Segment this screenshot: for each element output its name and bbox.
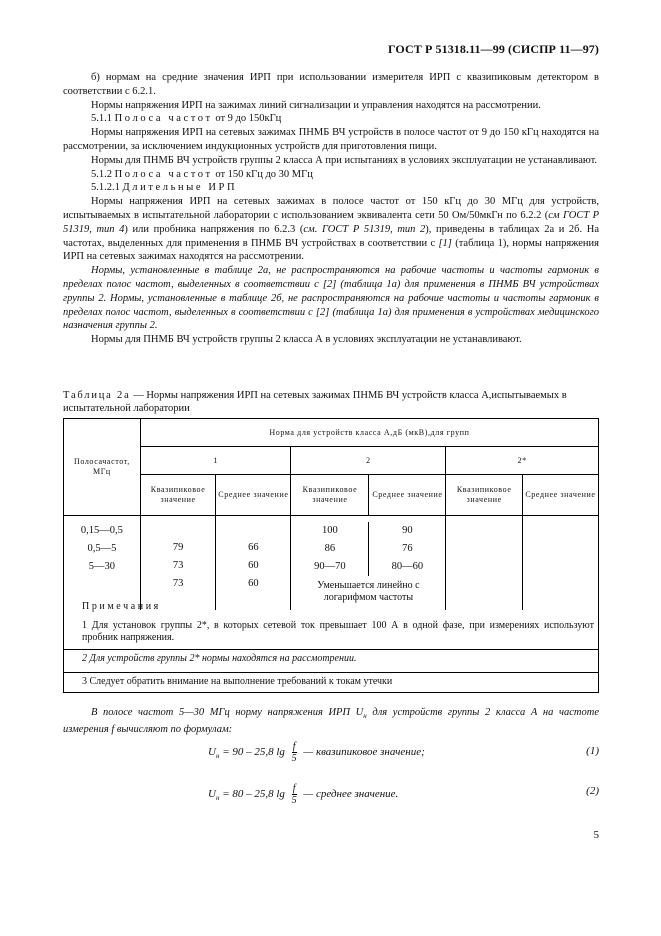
paragraph: Нормы напряжения ИРП на зажимах линий сигнализации и управления находятся на рассмотрении.	[91, 99, 541, 111]
reference-link: см. ГОСТ Р 51319, тип 2	[303, 223, 426, 235]
freq-header: Полосачастот, МГц	[64, 419, 141, 516]
text-run: Нормы напряжения ИРП на сетевых зажимах в полосе частот от 150 кГц до 30 МГц для устройств, испытываемых в испытательной лаборатории с использованием эквивалента сети 50 Ом/50мкГн по 6.2.2 (	[63, 196, 599, 221]
group-header: 1	[140, 447, 291, 475]
section-number: 5.1.2	[91, 168, 112, 180]
table-cell: 0,15—0,5 0,5—5 5—30	[64, 516, 141, 611]
decrease-note: Уменьшается линейно с логарифмом частоты	[317, 580, 420, 603]
text-run: ) или пробника напряжения по 6.2.3 (	[124, 223, 304, 235]
subheader: Среднее значение	[522, 475, 598, 516]
table-caption	[63, 389, 599, 415]
norms-table	[63, 418, 599, 610]
paragraph: б) нормам на средние значения ИРП при использовании измерителя ИРП с квазипиковым детектором в соответствии с 6.2.1.	[63, 72, 599, 97]
paragraph: Нормы для ПНМБ ВЧ устройств группы 2 класса А в условиях эксплуатации не устанавливают.	[91, 334, 522, 346]
note-item: 2 Для устройств группы 2* нормы находятся на рассмотрении.	[64, 649, 598, 669]
table-cell: 100 86 90—70 90 76 80—60 Уменьшается линейно с логарифмом частоты	[291, 516, 446, 611]
subheader: Квазипиковое значение	[291, 475, 369, 516]
section-heading	[63, 168, 599, 182]
subheader: Среднее значение	[369, 475, 446, 516]
norm-header: Норма для устройств класса А,дБ (мкВ),для групп	[140, 419, 598, 447]
text-run: (таблица 1), нормы напряжения ИРП на сетевых зажимах находятся на рассмотрении.	[63, 237, 599, 263]
document-header: ГОСТ Р 51318.11—99 (СИСПР 11—97)	[387, 42, 599, 56]
subheader: Среднее значение	[216, 475, 291, 516]
note-item: 3 Следует обратить внимание на выполнение требований к токам утечки	[64, 672, 598, 692]
text-run: ), приведены в таблицах 2а и 2б. На частотах, выделенных для применения в ПНМБ ВЧ устройствах в соответствии с	[63, 223, 599, 249]
section-number: 5.1.1	[91, 113, 112, 125]
subheader: Квазипиковое значение	[446, 475, 523, 516]
subheader: Квазипиковое значение	[140, 475, 216, 516]
group-header: 2	[291, 447, 446, 475]
formula-number: (2)	[586, 785, 599, 797]
section-title-spaced: Длительные ИРП	[122, 182, 238, 194]
group-header: 2*	[446, 447, 599, 475]
table-cell: 66 60 60	[216, 516, 291, 611]
formula-1: $U_н = 90 - 25,8$ lg $\frac{f}{5}$ — квазипиковое значение;	[208, 741, 425, 764]
table-cell: 79 73 73	[140, 516, 216, 611]
section-number: 5.1.2.1	[91, 182, 120, 194]
formula-intro: В полосе частот 5—30 МГц норму напряжения ИРП $U_н$ для устройств группы 2 класса А на частоте измерения f вычисляют по формулам:	[63, 707, 599, 736]
subsection-heading	[63, 181, 599, 195]
italic-paragraph: Нормы, установленные в таблице 2а, не распространяются на рабочие частоты и частоты гармоник в пределах полос частот, выделенных в соответствии с [2] (таблица 1а) для применения в ПНМБ ВЧ устройствах группы 2. Нормы, установленные в таблице 2б, не распространяются на рабочие частоты и частоты гармоник в пределах полос частот, выделенных в соответствии с [2] (таблица 1а) для применения в устройствах медицинского назначения группы 2.	[63, 265, 599, 332]
section-title-spaced: Полоса частот	[114, 168, 213, 180]
reference-link: см ГОСТ Р 51319, тип 4	[63, 209, 599, 235]
paragraph: Нормы напряжения ИРП на сетевых зажимах ПНМБ ВЧ устройств в полосе частот от 9 до 150 кГц находятся на рассмотрении, за исключением индукционных устройств для приготовления пищи.	[63, 127, 599, 152]
page-number: 5	[593, 829, 599, 841]
formula-number: (1)	[586, 745, 599, 757]
reference-link: [1]	[438, 237, 452, 249]
body-text	[63, 71, 599, 347]
section-heading	[63, 112, 599, 126]
table-notes	[63, 596, 599, 693]
note-item: 1 Для установок группы 2*, в которых сетевой ток превышает 100 А в одной фазе, при измерениях используют пробник напряжения.	[82, 619, 594, 644]
section-title-rest: от 150 кГц до 30 МГц	[212, 168, 313, 180]
paragraph: Нормы для ПНМБ ВЧ устройств группы 2 класса А при испытаниях в условиях эксплуатации не устанавливают.	[91, 154, 597, 166]
table-title: — Нормы напряжения ИРП на сетевых зажимах ПНМБ ВЧ устройств класса А,испытываемых в испытательной лаборатории	[63, 390, 567, 414]
section-title-rest: от 9 до 150кГц	[212, 113, 282, 125]
formula-2: $U_н = 80 - 25,8$ lg $\frac{f}{5}$ — среднее значение.	[208, 783, 399, 806]
section-title-spaced: Полоса частот	[114, 113, 213, 125]
notes-title: Примечания	[82, 601, 161, 612]
paragraph	[63, 195, 599, 264]
table-label: Таблица 2а	[63, 390, 131, 401]
